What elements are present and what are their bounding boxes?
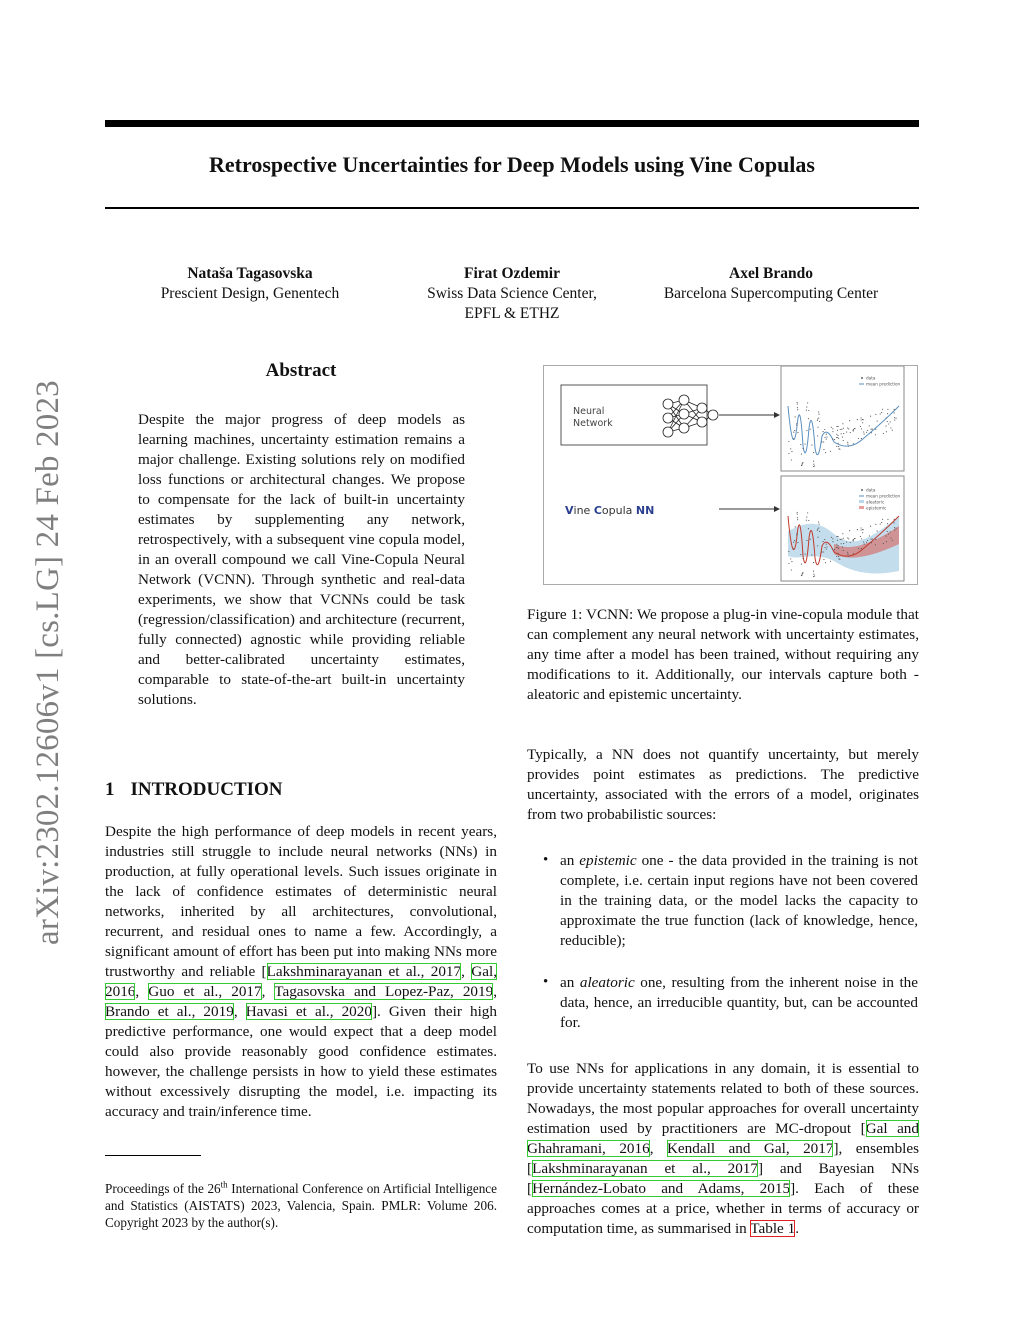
figure-diagram [544,366,917,584]
right-paragraph-2: To use NNs for applications in any domain, it is essential to provide uncertainty statements related to both of these sources. Nowadays, the most popular approaches for overall uncertainty estimation used by practitioners are MC-dropout [Gal and Ghahramani, 2016, Kendall and Gal, 2017], ensembles [Lakshminarayanan et al., 2017] and Bayesian NNs [Hernández-Lobato and Adams, 2015]. Each of these approaches comes at a price, whether in terms of accuracy or computation time, as summarised in Table 1. [527,1060,920,1237]
paper-title: Retrospective Uncertainties for Deep Models using Vine Copulas [209,152,815,177]
footnote-rule [105,1155,201,1156]
section-title: INTRODUCTION [130,779,283,800]
intro-paragraph: Despite the high performance of deep models in recent years, industries still struggle to include neural networks (NNs) in production, at fully operational levels. Such issues originate in the lack of confidence estimates of deterministic neural networks, inherited by all architectures, convolutional, recurrent, and residual ones to name a few. Accordingly, a significant amount of effort has been put into making NNs more trustworthy and reliable [Lakshminarayanan et al., 2017, Gal, 2016, Guo et al., 2017, Tagasovska and Lopez-Paz, 2019, Brando et al., 2019, Havasi et al., 2020]. Given their high predictive performance, one would expect that a deep model could also provide reasonably good confidence estimates. however, the challenge persists in how to yield these estimates without excessively disrupting the model, i.e. impacting its accuracy and train/inference time. [105,823,498,1120]
svg-text:aleatoric: aleatoric [866,499,885,505]
citation-link[interactable]: Hernández-Lobato and Adams, 2015 [532,1180,791,1197]
title-rule-bottom [105,207,919,209]
citation-link[interactable]: Kendall and Gal, 2017 [666,1140,834,1157]
citation-link[interactable]: Gal and Ghahramani, 2016 [527,1120,919,1157]
author-affiliation: Barcelona Supercomputing Center [663,285,879,302]
citation-link[interactable]: Brando et al., 2019 [105,1003,234,1020]
footnote: Proceedings of the 26th International Conference on Artificial Intelligence and Statistics (AISTATS) 2023, Valencia, Spain. PMLR: Volume 206. Copyright 2023 by the author(s). [105,1179,497,1230]
title-rule-top [105,120,919,127]
citation-link[interactable]: Gal, 2016 [105,963,498,1000]
nn-label-2: Network [573,418,613,429]
author-name: Nataša Tagasovska [187,265,313,282]
figure-1 [543,365,918,585]
citation-link[interactable]: Lakshminarayanan et al., 2017 [266,963,462,980]
bullet-dot: • [543,974,549,990]
abstract-heading: Abstract [265,360,337,381]
section-number: 1 [105,779,115,800]
citation-link[interactable]: Guo et al., 2017 [148,983,262,1000]
section-heading [105,779,283,801]
citation-link[interactable]: Tagasovska and Lopez-Paz, 2019 [274,983,494,1000]
citation-link[interactable]: Lakshminarayanan et al., 2017 [532,1160,758,1177]
arxiv-stamp: arXiv:2302.12606v1 [cs.LG] 24 Feb 2023 [30,380,66,945]
author-name: Axel Brando [729,265,813,282]
right-paragraph-1: Typically, a NN does not quantify uncertainty, but merely provides point estimates as predictions. The predictive uncertainty, associated with the errors of a model, originates from two probabilistic sources: [527,746,919,823]
svg-text:mean prediction: mean prediction [866,381,901,387]
author-block-1 [140,264,360,304]
bullet-dot: • [543,852,549,868]
intro-text: ]. Given their high predictive performance, one would expect that a deep model could also provide reasonably good confidence estimates. however, the challenge persists in how to yield these estimates without excessively disrupting the model, i.e. impacting its accuracy and train/inference time. [105,1003,497,1120]
vine-copula-label: Vine Copula NN [565,504,655,517]
table-link[interactable]: Table 1 [750,1220,796,1237]
citation-link[interactable]: Havasi et al., 2020 [245,1003,372,1020]
author-affiliation: Swiss Data Science Center, [427,285,597,302]
author-name: Firat Ozdemir [464,265,560,282]
bullet-epistemic: an epistemic one - the data provided in the training is not complete, i.e. certain input regions have not been covered in the training data, or the model lacks the capacity to approximate the true function (lack of knowledge, hence, reducible); [560,852,918,949]
author-block-3 [646,264,896,304]
bullet-aleatoric: an aleatoric one, resulting from the inherent noise in the data, hence, an irreducible quantity, but, can be accounted for. [560,974,918,1031]
author-block-2 [402,264,622,324]
svg-text:epistemic: epistemic [866,505,887,511]
nn-label-1: Neural [573,406,605,417]
abstract-text: Despite the major progress of deep models as learning machines, uncertainty estimation remains a major challenge. Existing solutions rely on modified loss functions or architectural changes. We propose to compensate for the lack of built-in uncertainty estimates by supplementing any network, retrospectively, with a subsequent vine copula model, in an overall compound we call Vine-Copula Neural Network (VCNN). Through synthetic and real-data experiments, we show that VCNNs could be task (regression/classification) and architecture (recurrent, fully connected) agnostic while providing reliable and better-calibrated uncertainty estimates, comparable to state-of-the-art built-in uncertainty solutions. [138,411,465,708]
svg-text:mean prediction: mean prediction [866,493,901,499]
svg-text:data: data [866,487,876,493]
intro-text: Despite the high performance of deep models in recent years, industries still struggle to include neural networks (NNs) in production, at fully operational levels. Such issues originate in the lack of confidence estimates of deterministic neural networks, inherited by all architectures, convolutional, recurrent, and residual ones to name a few. Accordingly, a significant amount of effort has been put into making NNs more trustworthy and reliable [ [105,823,497,980]
svg-text:data: data [866,375,876,381]
author-affiliation-line2: EPFL & ETHZ [464,305,560,322]
author-affiliation: Prescient Design, Genentech [160,285,340,302]
figure-caption: Figure 1: VCNN: We propose a plug-in vine-copula module that can complement any neural network with uncertainty estimates, any time after a model has been trained, without requiring any modifications to it. Additionally, our intervals capture both - aleatoric and epistemic uncertainty. [527,606,919,703]
